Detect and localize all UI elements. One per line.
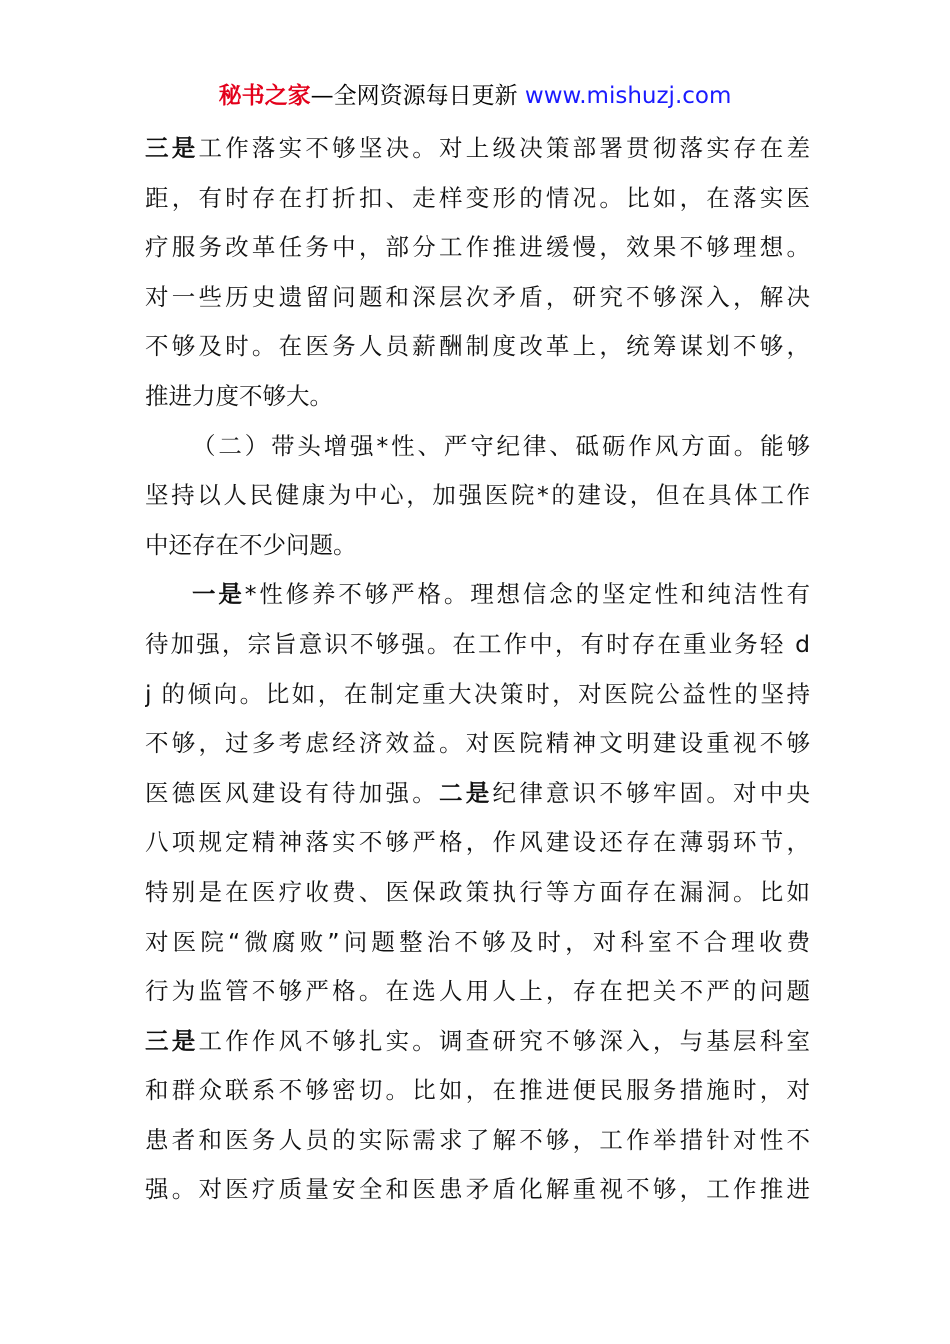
- text-line: [145, 521, 810, 571]
- line-text: 推进力度不够大。: [145, 381, 333, 410]
- line-text: 不够，过多考虑经济效益。对医院精神文明建设重视不够: [145, 729, 810, 758]
- line-text: 患者和医务人员的实际需求了解不够，工作举措针对性不: [145, 1125, 810, 1154]
- line-text: 工作作风不够扎实。调查研究不够深入，与基层科室: [198, 1026, 810, 1055]
- text-line: [145, 868, 810, 918]
- bold-lead: 三是: [145, 1026, 199, 1055]
- text-line: [145, 918, 810, 968]
- line-text: 强。对医疗质量安全和医患矛盾化解重视不够，工作推进: [145, 1175, 810, 1204]
- header-tagline: —全网资源每日更新: [310, 83, 518, 109]
- text-line: [145, 719, 810, 769]
- text-line: [145, 322, 810, 372]
- text-line: [145, 422, 810, 472]
- line-text: 对医院“微腐败”问题整治不够及时，对科室不合理收费: [145, 927, 810, 956]
- line-text: 疗服务改革任务中，部分工作推进缓慢，效果不够理想。: [145, 233, 810, 262]
- text-line: [145, 174, 810, 224]
- text-line: [145, 223, 810, 273]
- line-text: 医德医风建设有待加强。: [145, 778, 440, 807]
- text-line: [145, 967, 810, 1017]
- line-text: （二）带头增强*性、严守纪律、砥砺作风方面。能够: [192, 431, 810, 460]
- text-line: [145, 124, 810, 174]
- line-text: 工作落实不够坚决。对上级决策部署贯彻落实存在差: [198, 134, 810, 162]
- line-text: 不够及时。在医务人员薪酬制度改革上，统筹谋划不够，: [145, 332, 810, 361]
- line-text: 纪律意识不够牢固。对中央: [492, 778, 810, 807]
- text-line: [145, 670, 810, 720]
- bold-lead: 三是: [145, 134, 199, 162]
- text-line: [145, 818, 810, 868]
- page-header: [0, 80, 950, 112]
- text-line: [145, 1017, 810, 1067]
- line-text: 坚持以人民健康为中心，加强医院*的建设，但在具体工作: [145, 481, 810, 510]
- text-line: [145, 769, 810, 819]
- line-text: 中还存在不少问题。: [145, 530, 357, 559]
- line-text: 特别是在医疗收费、医保政策执行等方面存在漏洞。比如: [145, 877, 810, 906]
- brand-name: 秘书之家: [218, 83, 311, 109]
- line-text: 八项规定精神落实不够严格，作风建设还存在薄弱环节，: [145, 828, 810, 857]
- text-line: [145, 273, 810, 323]
- header-url-link[interactable]: www.mishuzj.com: [524, 83, 732, 109]
- bold-lead: 一是: [192, 580, 245, 609]
- text-line: [145, 1165, 810, 1215]
- line-text: 行为监管不够严格。在选人用人上，存在把关不严的问题: [145, 977, 810, 1006]
- text-line: [145, 620, 810, 670]
- text-line: [145, 570, 810, 620]
- line-text: *性修养不够严格。理想信念的坚定性和纯洁性有: [244, 580, 810, 609]
- line-text: 待加强，宗旨意识不够强。在工作中，有时存在重业务轻 d: [145, 629, 810, 658]
- text-line: [145, 1116, 810, 1166]
- line-text: 对一些历史遗留问题和深层次矛盾，研究不够深入，解决: [145, 282, 810, 311]
- document-body: [145, 124, 810, 1215]
- bold-lead: 二是: [439, 778, 493, 807]
- text-line: [145, 372, 810, 422]
- line-text: 距，有时存在打折扣、走样变形的情况。比如，在落实医: [145, 183, 810, 212]
- text-line: [145, 1066, 810, 1116]
- text-line: [145, 471, 810, 521]
- line-text: j 的倾向。比如，在制定重大决策时，对医院公益性的坚持: [145, 679, 810, 708]
- line-text: 和群众联系不够密切。比如，在推进便民服务措施时，对: [145, 1076, 810, 1105]
